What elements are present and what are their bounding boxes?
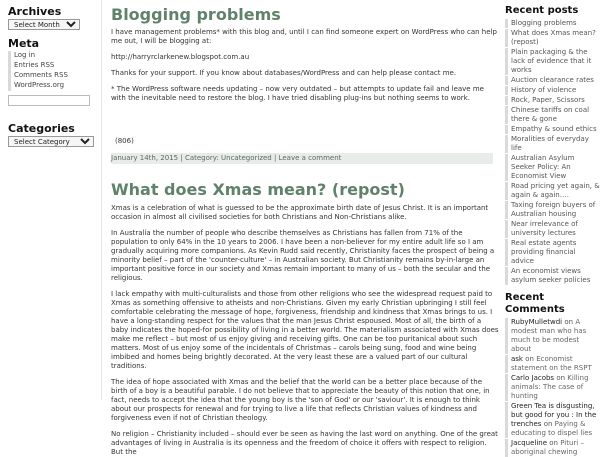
category-label: Category:: [184, 154, 219, 162]
comment-post-link[interactable]: Killing animals: The case of hunting: [511, 374, 589, 400]
comment-author[interactable]: Green Tea is disgusting, but good for you : In the trenches: [511, 402, 597, 428]
left-sidebar: [0, 0, 101, 400]
comment-on: on: [543, 420, 553, 428]
recent-comments-title: Recent Comments: [505, 292, 565, 315]
recent-posts-title: Recent posts: [505, 5, 579, 16]
post-title[interactable]: What does Xmas mean? (repost): [111, 180, 405, 199]
post-paragraph: No religion – Christianity included – should ever be seen as having the last word on anything. One of the great advantages of living in Australia is its openness and the freedom of choice it offers with respect to religion. But the: [111, 430, 498, 456]
recent-post-link[interactable]: Real estate agents providing financial advice: [505, 239, 600, 266]
separator: |: [180, 154, 185, 162]
comment-on: on: [564, 318, 574, 326]
archives-widget: [0, 0, 101, 30]
category-link[interactable]: Uncategorized: [221, 154, 272, 162]
right-sidebar: [500, 0, 600, 456]
post-title[interactable]: Blogging problems: [111, 5, 281, 24]
recent-comment: [505, 374, 600, 401]
meta-link-comments-rss[interactable]: Comments RSS: [8, 71, 101, 81]
post-paragraph: In Australia the number of people who describe themselves as Christians has fallen from 71% of the population to only 64% in the 10 years to 2006. I have been a non-believer for my entire adult life so I am gradually acquiring more companions. As Kevin Rudd said recently, Christianity faces the prospect of being a minority belief – part of the 'counter-culture' – in Australian society. But Christianity remains by-in-large an important positive force in our society and Xmas remain important to many of us – both the secular and the religious.: [111, 229, 495, 282]
view-count: (806): [115, 137, 134, 145]
categories-select[interactable]: [8, 136, 94, 147]
post-paragraph: Thanks for your support. If you know about databases/WordPress and can help please contact me.: [111, 69, 457, 77]
recent-post-link[interactable]: Rock, Paper, Scissors: [505, 96, 600, 105]
recent-post-link[interactable]: Blogging problems: [505, 19, 600, 28]
post-paragraph: The idea of hope associated with Xmas and the belief that the world can be a better place because of the birth of a boy is a beautiful parable. I do not believe that to appreciate the beauty of this notion that one, in fact, needs to accept the idea that the young boy is the 'son of God' or our 'saviour'. It is enough to think about our prospects for renewal and for trying to live a life that reflects Christian values of kindness and forgiveness even if not of Christian theology.: [111, 378, 490, 422]
post-paragraph: Xmas is a celebration of what is guessed to be the approximate birth date of Jesus Christ. It is an important occasion in almost all civilised societies for both Christians and Non-Christians alike.: [111, 204, 489, 221]
recent-posts-list: [505, 19, 600, 285]
main-content: [101, 0, 501, 456]
comment-author: Jacqueline: [511, 439, 548, 447]
recent-post-link[interactable]: Near irrelevance of university lectures: [505, 220, 600, 238]
post-paragraph: * The WordPress software needs updating – now very outdated – but attempts to update fail and leave me with the inevitable need to restore the blog. I have tried disabling plug-ins but nothing seems to work.: [111, 85, 484, 102]
comment-on: on: [556, 374, 566, 382]
comment-post-link[interactable]: A modest man who has much to be modest about: [511, 318, 587, 353]
comment-author[interactable]: Carlo Jacobs: [511, 374, 555, 382]
post-meta-bar: [111, 153, 493, 164]
meta-link-entries-rss[interactable]: Entries RSS: [8, 61, 101, 71]
recent-comment: [505, 439, 600, 457]
post-link[interactable]: http://harryrclarkenew.blogspot.com.au: [111, 53, 250, 61]
meta-link-login[interactable]: Log in: [8, 51, 101, 61]
archives-select[interactable]: [8, 19, 80, 30]
separator: |: [273, 154, 279, 162]
recent-post-link[interactable]: Empathy & sound ethics: [505, 125, 600, 134]
recent-post-link[interactable]: Australian Asylum Seeker Policy: An Economist View: [505, 154, 600, 181]
meta-links: [8, 51, 101, 91]
categories-widget: [0, 106, 101, 147]
recent-comments-list: [505, 318, 600, 457]
meta-title: Meta: [8, 37, 40, 50]
comment-post-link[interactable]: Pituri – aboriginal chewing: [511, 439, 584, 456]
comment-post-link[interactable]: Economist statement on the RSPT: [511, 355, 592, 372]
recent-comment: [505, 355, 600, 373]
search-input[interactable]: [8, 95, 90, 106]
archives-title: Archives: [8, 5, 62, 18]
comment-on: on: [525, 355, 534, 363]
post-paragraph: I have management problems* with this blog and, until I can find someone expert on WordPress who can help me out, I will be blogging at:: [111, 28, 497, 45]
recent-post-link[interactable]: Moralities of everyday life: [505, 135, 600, 153]
recent-comment: [505, 402, 600, 438]
recent-comments-widget: [500, 286, 600, 457]
recent-post-link[interactable]: Taxing foreign buyers of Australian housing: [505, 201, 600, 219]
recent-comment: [505, 318, 600, 354]
comment-author: RubyMulletwdi: [511, 318, 563, 326]
meta-link-wordpress[interactable]: WordPress.org: [8, 81, 101, 91]
post-date: January 14th, 2015: [111, 154, 179, 162]
recent-post-link[interactable]: Auction clearance rates: [505, 76, 600, 85]
recent-posts-widget: [500, 0, 600, 285]
post-xmas: [102, 164, 500, 457]
recent-post-link[interactable]: Chinese tariffs on coal there & gone: [505, 106, 600, 124]
comment-on: on: [549, 439, 558, 447]
post-paragraph: I lack empathy with multi-culturalists and those from other religions who see the widespread request paid to Xmas as something offensive to atheists and non-Christians. Given my early Christian upbringing I still feel comfortable celebrating the message of hope, forgiveness, friendship and kindness that Xmas brings to us. I have a long-standing respect for the values that the man Jesus Christ espoused. Most of all, the birth of a baby indicates the hoped-for possibility of living in a better world. The materialism associated with Xmas does make me reflect – but most of us enjoy giving and receiving gifts. One can be too puritanical about such matters. Most of us enjoy some of the incidentals of Christmas – carols being sung, food and wine being imbibed and homes being brightly decorated. At the very least these are a valued part of our cultural traditions.: [111, 290, 499, 370]
recent-post-link[interactable]: Plain packaging & the lack of evidence that it works: [505, 48, 600, 75]
categories-title: Categories: [8, 121, 75, 135]
comment-post-link[interactable]: Paying & educating to dispel lies: [511, 420, 593, 437]
comment-author: ask: [511, 355, 523, 363]
leave-comment-link[interactable]: Leave a comment: [278, 154, 342, 162]
recent-post-link[interactable]: An economist views asylum seeker policies: [505, 267, 600, 285]
recent-post-link[interactable]: Road pricing yet again, & again & again….: [505, 182, 600, 200]
post-blogging-problems: [102, 0, 500, 164]
recent-post-link[interactable]: What does Xmas mean? (repost): [505, 29, 600, 47]
recent-post-link[interactable]: History of violence: [505, 86, 600, 95]
meta-widget: [0, 30, 101, 106]
